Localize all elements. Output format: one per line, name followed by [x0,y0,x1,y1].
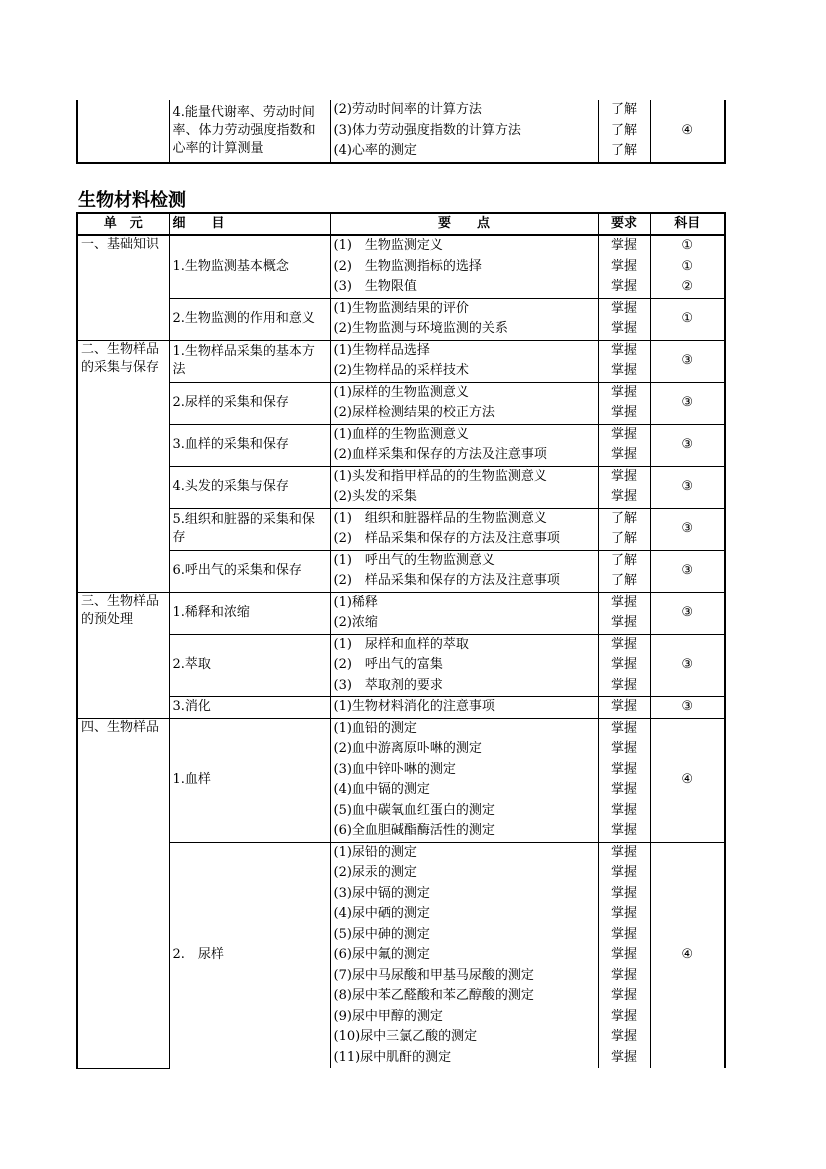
point-text: (6)全血胆碱酯酶活性的测定 [333,823,495,838]
points-cell [330,382,598,424]
requirement-cell [598,382,650,424]
table-row [77,340,725,382]
requirement-text: 了解 [610,573,637,588]
unit-cell: 四、生物样品 [77,718,169,1068]
requirement-text: 掌握 [610,489,637,504]
points-cell [330,550,598,592]
requirement-cell [598,100,650,163]
point-text: (4)尿中硒的测定 [333,906,430,921]
point-text: (2) 样品采集和保存的方法及注意事项 [333,573,560,588]
requirement-text: 掌握 [610,615,637,630]
point-text: (3)血中锌卟啉的测定 [333,761,456,777]
previous-section-table-fragment [76,100,726,164]
points-cell [330,100,598,163]
requirement-cell [598,340,650,382]
subject-cell: ③ [650,508,725,550]
requirement-cell [598,718,650,842]
requirement-text: 掌握 [610,761,637,777]
points-cell [330,466,598,508]
requirement-text: 掌握 [610,947,637,962]
requirement-text: 掌握 [610,405,637,420]
requirement-cell [598,424,650,466]
subject-cell: ③ [650,466,725,508]
point-text: (1) 生物监测定义 [333,238,443,253]
detail-cell: 1.血样 [169,718,330,842]
point-text: (1) 组织和脏器样品的生物监测意义 [333,510,547,526]
requirement-text: 掌握 [610,238,637,253]
requirement-text: 掌握 [610,1029,637,1044]
point-text: (2) 呼出气的富集 [333,657,443,672]
unit-cell: 三、生物样品的预处理 [77,592,169,718]
subject-text: ① [681,258,694,274]
requirement-text: 了解 [610,122,637,138]
detail-cell: 1.生物样品采集的基本方法 [169,340,330,382]
detail-cell: 4.能量代谢率、劳动时间率、体力劳动强度指数和心率的计算测量 [169,100,330,163]
subject-cell: ① [650,298,725,340]
detail-cell: 3.消化 [169,697,330,719]
requirement-text: 掌握 [610,906,637,921]
requirement-text: 掌握 [610,279,637,294]
points-cell [330,235,598,298]
point-text: (2)血中游离原卟啉的测定 [333,741,482,756]
point-text: (2)头发的采集 [333,489,417,504]
detail-cell: 2.尿样的采集和保存 [169,382,330,424]
point-text: (1)生物监测结果的评价 [333,300,469,316]
requirement-cell [598,508,650,550]
points-cell [330,340,598,382]
requirement-text: 掌握 [610,657,637,672]
detail-cell: 1.稀释和浓缩 [169,592,330,634]
point-text: (3) 萃取剂的要求 [333,677,443,693]
requirement-text: 掌握 [610,342,637,358]
point-text: (5)尿中砷的测定 [333,926,430,942]
table-row [77,718,725,842]
detail-cell: 2. 尿样 [169,842,330,1068]
requirement-text: 掌握 [610,865,637,880]
point-text: (2)生物监测与环境监测的关系 [333,321,508,336]
point-text: (2)劳动时间率的计算方法 [333,102,482,117]
detail-cell: 2.萃取 [169,634,330,697]
requirement-text: 掌握 [610,926,637,942]
requirement-text: 掌握 [610,677,637,693]
point-text: (6)尿中氟的测定 [333,947,430,962]
requirement-text: 掌握 [610,802,637,818]
requirement-text: 掌握 [610,885,637,901]
point-text: (2)血样采集和保存的方法及注意事项 [333,447,547,462]
point-text: (1)尿样的生物监测意义 [333,384,469,400]
detail-cell: 5.组织和脏器的采集和保存 [169,508,330,550]
point-text: (2) 生物监测指标的选择 [333,258,482,274]
point-text: (2)尿样检测结果的校正方法 [333,405,495,420]
requirement-text: 掌握 [610,1049,637,1065]
requirement-text: 掌握 [610,594,637,610]
header-unit: 单 元 [77,213,169,235]
section-title: 生物材料检测 [78,190,186,211]
requirement-text: 了解 [610,102,637,117]
detail-cell: 6.呼出气的采集和保存 [169,550,330,592]
point-text: (8)尿中苯乙醛酸和苯乙醇酸的测定 [333,988,534,1003]
header-subject: 科目 [650,213,725,235]
requirement-text: 掌握 [610,782,637,797]
points-cell [330,298,598,340]
table-row [77,235,725,298]
requirement-text: 掌握 [610,384,637,400]
requirement-cell [598,550,650,592]
requirement-text: 了解 [610,531,637,546]
point-text: (2)生物样品的采样技术 [333,363,469,378]
requirement-text: 掌握 [610,636,637,652]
subject-text: ② [681,279,694,294]
points-cell [330,697,598,719]
subject-cell [650,235,725,298]
requirement-text: 掌握 [610,258,637,274]
requirement-text: 了解 [610,552,637,568]
point-text: (7)尿中马尿酸和甲基马尿酸的测定 [333,967,534,983]
requirement-text: 掌握 [610,844,637,860]
point-text: (1)头发和指甲样品的的生物监测意义 [333,468,547,484]
requirement-text: 掌握 [610,741,637,756]
point-text: (2)尿汞的测定 [333,865,417,880]
table-row [77,298,725,340]
requirement-text: 掌握 [610,699,637,714]
point-text: (1)尿铅的测定 [333,844,417,860]
requirement-text: 掌握 [610,988,637,1003]
requirement-text: 掌握 [610,468,637,484]
point-text: (1) 尿样和血样的萃取 [333,636,469,652]
syllabus-table [76,212,726,1069]
requirement-text: 掌握 [610,823,637,838]
table-row [77,592,725,634]
requirement-cell [598,235,650,298]
subject-cell: ③ [650,592,725,634]
requirement-text: 掌握 [610,321,637,336]
point-text: (1)血样的生物监测意义 [333,426,469,442]
point-text: (1)血铅的测定 [333,720,417,736]
header-points: 要 点 [330,213,598,235]
point-text: (3) 生物限值 [333,279,417,294]
points-cell [330,842,598,1068]
table-header-row [77,213,725,235]
subject-cell: ④ [650,718,725,842]
table-row [77,634,725,697]
table-row [77,382,725,424]
point-text: (2) 样品采集和保存的方法及注意事项 [333,531,560,546]
points-cell [330,718,598,842]
point-text: (3)尿中镉的测定 [333,885,430,901]
requirement-cell [598,842,650,1068]
unit-cell: 一、基础知识 [77,235,169,340]
subject-text: ① [681,238,694,253]
detail-cell: 3.血样的采集和保存 [169,424,330,466]
table-row [77,508,725,550]
point-text: (3)体力劳动强度指数的计算方法 [333,122,521,138]
subject-cell: ③ [650,382,725,424]
requirement-text: 掌握 [610,1008,637,1024]
table-row [77,697,725,719]
table-row [77,550,725,592]
requirement-text: 掌握 [610,720,637,736]
requirement-text: 掌握 [610,426,637,442]
unit-cell [77,100,169,163]
requirement-cell [598,298,650,340]
point-text: (1)生物材料消化的注意事项 [333,699,495,714]
points-cell [330,424,598,466]
point-text: (1)稀释 [333,594,378,610]
header-detail: 细 目 [169,213,330,235]
requirement-cell [598,592,650,634]
point-text: (1)生物样品选择 [333,342,430,358]
requirement-text: 掌握 [610,300,637,316]
requirement-text: 掌握 [610,967,637,983]
requirement-cell [598,466,650,508]
points-cell [330,592,598,634]
header-requirement: 要求 [598,213,650,235]
detail-cell: 4.头发的采集与保存 [169,466,330,508]
requirement-cell [598,634,650,697]
detail-cell: 1.生物监测基本概念 [169,235,330,298]
table-row [77,424,725,466]
table-row [77,466,725,508]
requirement-cell [598,697,650,719]
point-text: (1) 呼出气的生物监测意义 [333,552,495,568]
point-text: (4)心率的测定 [333,143,417,158]
point-text: (2)浓缩 [333,615,378,630]
subject-cell: ③ [650,634,725,697]
detail-cell: 2.生物监测的作用和意义 [169,298,330,340]
point-text: (9)尿中甲醇的测定 [333,1008,443,1024]
requirement-text: 了解 [610,143,637,158]
point-text: (11)尿中肌酐的测定 [333,1049,452,1065]
requirement-text: 掌握 [610,363,637,378]
subject-cell: ③ [650,550,725,592]
subject-cell: ③ [650,424,725,466]
subject-cell: ④ [650,842,725,1068]
requirement-text: 了解 [610,510,637,526]
requirement-text: 掌握 [610,447,637,462]
points-cell [330,508,598,550]
subject-cell: ③ [650,340,725,382]
unit-cell: 二、生物样品的采集与保存 [77,340,169,592]
point-text: (4)血中镉的测定 [333,782,430,797]
point-text: (10)尿中三氯乙酸的测定 [333,1029,478,1044]
table-row [77,842,725,1068]
points-cell [330,634,598,697]
subject-cell: ③ [650,697,725,719]
subject-cell: ④ [650,100,725,163]
point-text: (5)血中碳氧血红蛋白的测定 [333,802,495,818]
